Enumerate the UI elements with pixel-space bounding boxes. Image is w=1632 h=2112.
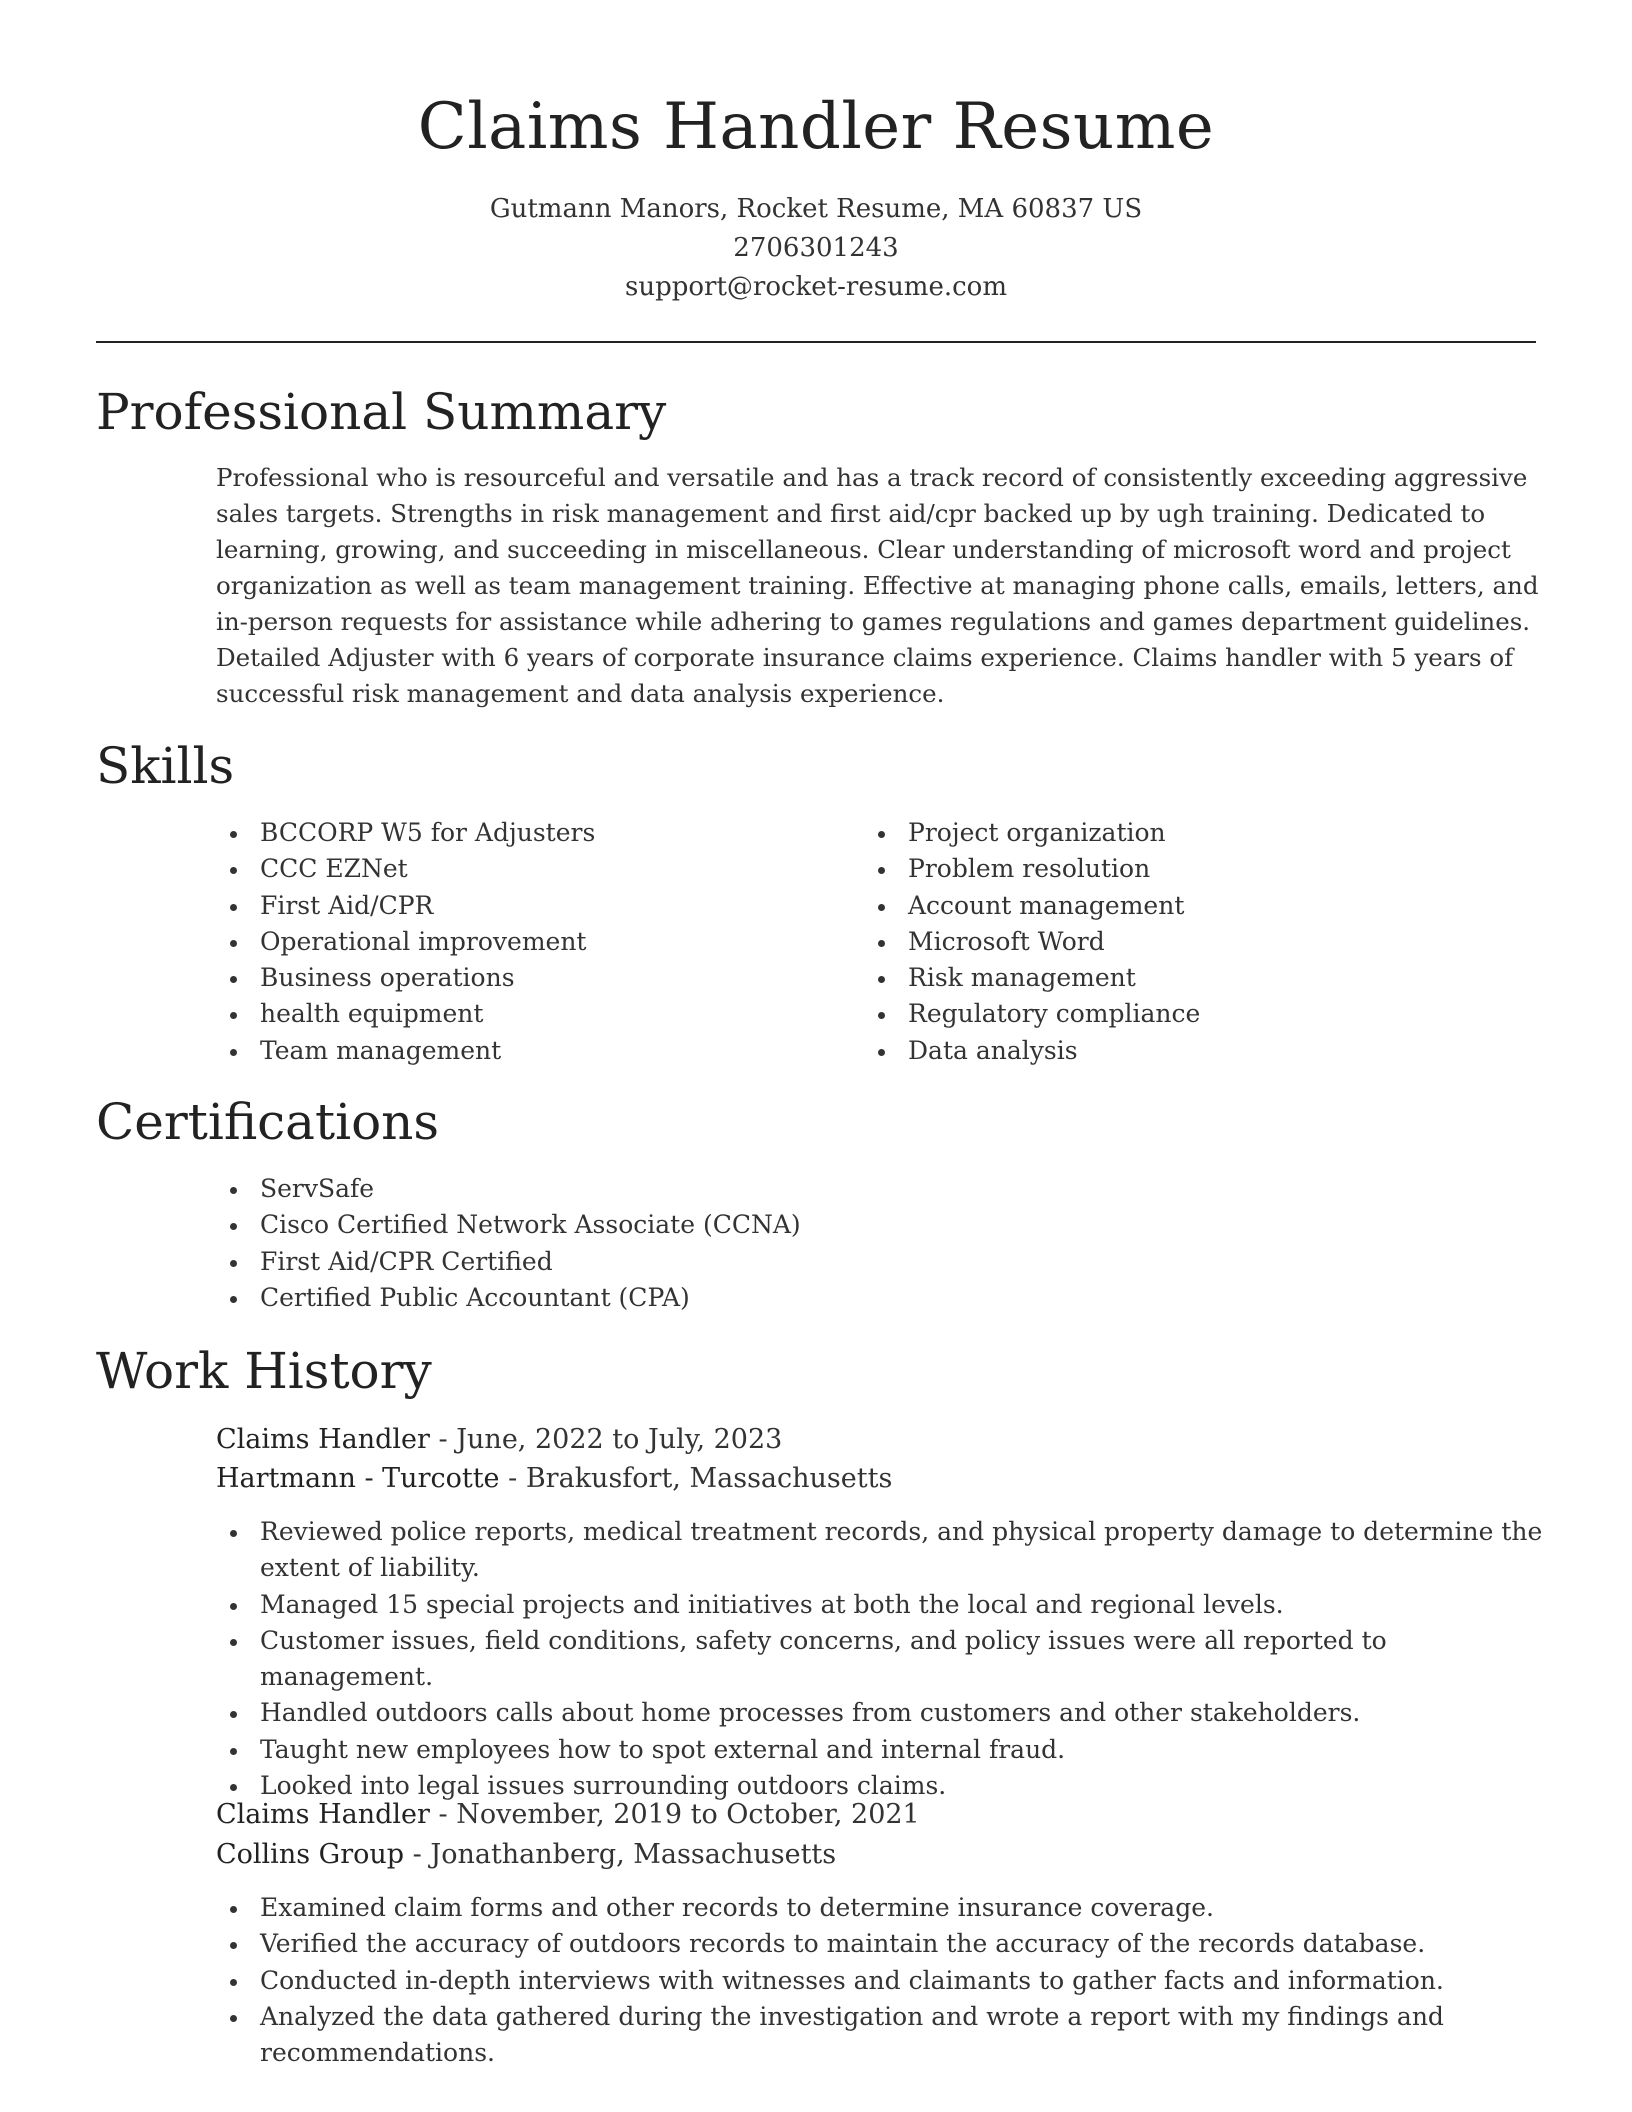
job-bullet: Conducted in-depth interviews with witnesses and claimants to gather facts and information. [216,1963,1546,1999]
job-title: Claims Handler [216,1424,430,1455]
skill-item: Problem resolution [864,851,1504,887]
job-bullets [216,1890,1546,2071]
contact-address: Gutmann Manors, Rocket Resume, MA 60837 US [489,194,1143,224]
separator: - [412,1839,431,1870]
job-title: Claims Handler [216,1799,430,1830]
job-bullet: Verified the accuracy of outdoors records to maintain the accuracy of the records database. [216,1926,1546,1962]
resume-title: Claims Handler Resume [417,90,1215,164]
work-history-heading: Work History [96,1342,432,1400]
separator: - [438,1424,457,1455]
job-company: Collins Group [216,1839,405,1870]
certification-item: First Aid/CPR Certified [216,1244,1416,1280]
skill-item: CCC EZNet [216,851,856,887]
skill-item: BCCORP W5 for Adjusters [216,815,856,851]
job-bullet: Reviewed police reports, medical treatment records, and physical property damage to determine the extent of liability. [216,1514,1546,1587]
job-bullet: Customer issues, field conditions, safety concerns, and policy issues were all reported to management. [216,1623,1546,1696]
skill-item: Team management [216,1033,856,1069]
skill-item: Project organization [864,815,1504,851]
skills-list-left [216,815,856,1069]
job-bullets [216,1514,1546,1804]
job-bullet: Managed 15 special projects and initiatives at both the local and regional levels. [216,1587,1546,1623]
job-dates: November, 2019 to October, 2021 [456,1799,920,1830]
job-bullet: Taught new employees how to spot external and internal fraud. [216,1732,1546,1768]
job-dates: June, 2022 to July, 2023 [456,1424,783,1455]
summary-heading: Professional Summary [96,383,667,441]
skill-item: health equipment [216,996,856,1032]
skill-item: Business operations [216,960,856,996]
certification-item: ServSafe [216,1171,1416,1207]
job-company: Hartmann - Turcotte [216,1463,500,1494]
job-bullet: Examined claim forms and other records to determine insurance coverage. [216,1890,1546,1926]
certifications-list [216,1171,1416,1316]
certification-item: Cisco Certified Network Associate (CCNA) [216,1207,1416,1243]
certifications-heading: Certifications [96,1093,440,1151]
job-bullet: Handled outdoors calls about home processes from customers and other stakeholders. [216,1695,1546,1731]
certification-item: Certified Public Accountant (CPA) [216,1280,1416,1316]
skill-item: Microsoft Word [864,924,1504,960]
job-bullet: Looked into legal issues surrounding outdoors claims. [216,1768,1546,1804]
summary-text: Professional who is resourceful and versatile and has a track record of consistently exceeding aggressive sales targets. Strengths in risk management and first aid/cpr backed up by ugh training. Dedicated to learning, growing, and succeeding in miscellaneous. Clear understanding of microsoft word and project organization as well as team management training. Effective at managing phone calls, emails, letters, and in-person requests for assistance while adhering to games regulations and games department guidelines. Detailed Adjuster with 6 years of corporate insurance claims experience. Claims handler with 5 years of successful risk management and data analysis experience. [216,463,1539,708]
skill-item: Operational improvement [216,924,856,960]
skill-item: Regulatory compliance [864,996,1504,1032]
job-location: Brakusfort, Massachusetts [525,1463,893,1494]
skill-item: First Aid/CPR [216,888,856,924]
job-location: Jonathanberg, Massachusetts [430,1839,837,1870]
skill-item: Account management [864,888,1504,924]
header-divider [96,341,1536,343]
job-bullet: Analyzed the data gathered during the investigation and wrote a report with my findings and recommendations. [216,1999,1546,2072]
skills-heading: Skills [96,737,235,795]
skills-list-right [864,815,1504,1069]
job-title-line [216,1795,920,1835]
contact-phone: 2706301243 [733,233,899,263]
job-company-line [216,1459,892,1499]
skill-item: Risk management [864,960,1504,996]
contact-email: support@rocket-resume.com [624,272,1007,302]
separator: - [508,1463,526,1494]
job-company-line [216,1835,836,1875]
contact-block [96,190,1536,307]
skill-item: Data analysis [864,1033,1504,1069]
separator: - [438,1799,457,1830]
job-title-line [216,1420,782,1460]
